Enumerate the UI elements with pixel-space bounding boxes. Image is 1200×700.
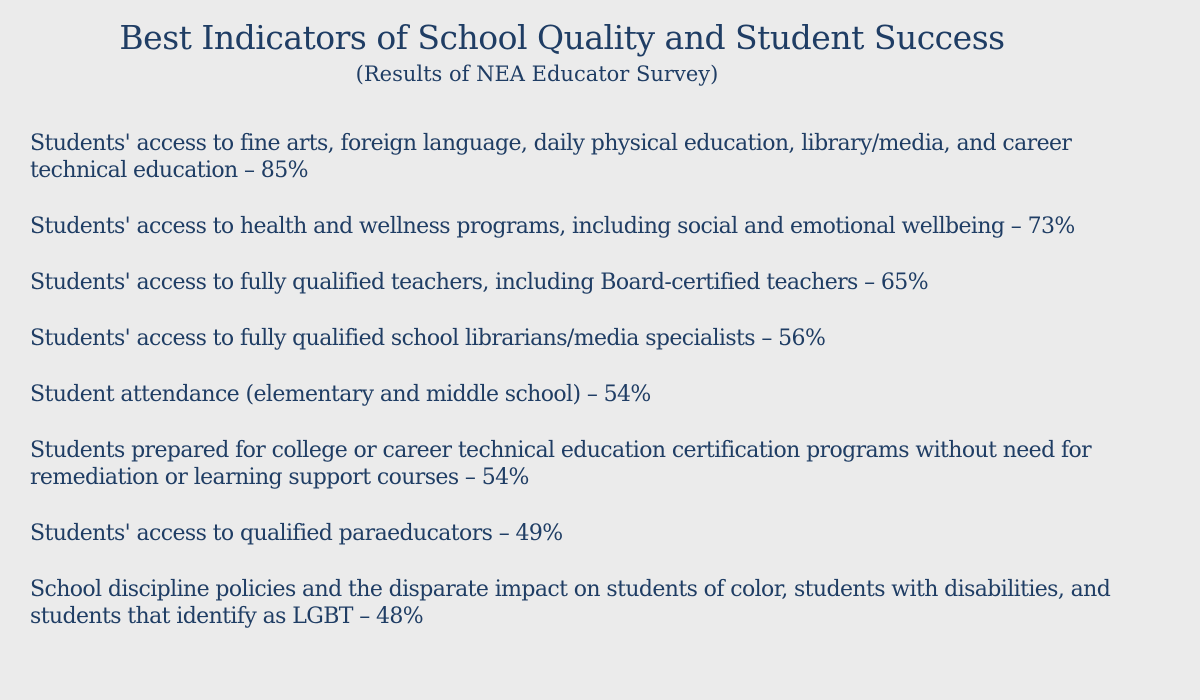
page-subtitle: (Results of NEA Educator Survey)	[355, 62, 719, 86]
list-item: Students' access to fully qualified school librarians/media specialists – 56%	[30, 326, 826, 351]
list-item: Students' access to fully qualified teachers, including Board-certified teachers – 65%	[30, 270, 928, 295]
indicator-list	[30, 130, 1170, 659]
list-item: Students' access to fine arts, foreign language, daily physical education, library/media, and career technical education – 85%	[30, 131, 1072, 183]
list-item: Student attendance (elementary and middle school) – 54%	[30, 382, 651, 407]
list-item: Students' access to qualified paraeducators – 49%	[30, 521, 563, 546]
list-item: Students prepared for college or career technical education certification programs without need for remediation or learning support courses – 54%	[30, 438, 1092, 490]
page-title: Best Indicators of School Quality and Student Success	[119, 18, 1005, 57]
list-item: Students' access to health and wellness programs, including social and emotional wellbeing – 73%	[30, 214, 1075, 239]
list-item: School discipline policies and the disparate impact on students of color, students with disabilities, and students that identify as LGBT – 48%	[30, 577, 1111, 629]
